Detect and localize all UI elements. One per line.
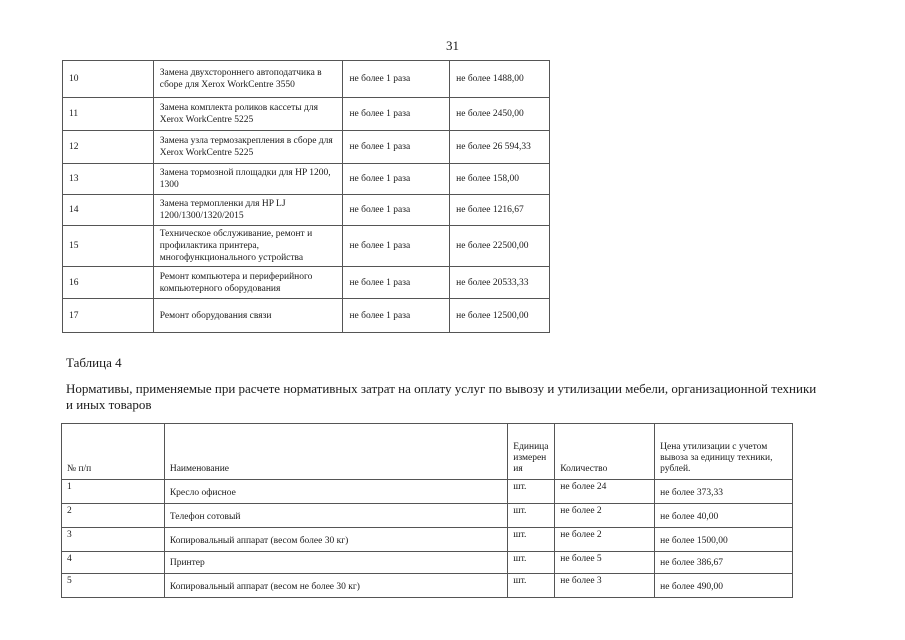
table-row <box>62 574 793 598</box>
service-name: Ремонт компьютера и периферийного компьютерного оборудования <box>153 267 343 299</box>
item-unit: шт. <box>508 480 555 504</box>
item-quantity: не более 3 <box>555 574 655 598</box>
header-number: № п/п <box>62 424 165 480</box>
service-price: не более 1216,67 <box>450 195 550 226</box>
table-row <box>63 195 550 226</box>
item-unit: шт. <box>508 574 555 598</box>
table-row <box>63 164 550 195</box>
row-number: 15 <box>63 226 154 267</box>
row-number: 4 <box>62 552 165 574</box>
service-name: Замена двухстороннего автоподатчика в сборе для Xerox WorkCentre 3550 <box>153 61 343 98</box>
table-caption: Таблица 4 <box>66 355 122 370</box>
service-name: Ремонт оборудования связи <box>153 299 343 333</box>
service-name: Замена узла термозакрепления в сборе для Xerox WorkCentre 5225 <box>153 131 343 164</box>
row-number: 1 <box>62 480 165 504</box>
table-row <box>63 98 550 131</box>
table-header-row <box>62 424 793 480</box>
service-quantity: не более 1 раза <box>343 195 450 226</box>
service-name: Техническое обслуживание, ремонт и профилактика принтера, многофункционального устройства <box>153 226 343 267</box>
service-quantity: не более 1 раза <box>343 299 450 333</box>
table-row <box>62 480 793 504</box>
service-quantity: не более 1 раза <box>343 61 450 98</box>
row-number: 2 <box>62 504 165 528</box>
table-heading: Нормативы, применяемые при расчете нормативных затрат на оплату услуг по вывозу и утилизации мебели, организационной техники и иных товаров <box>66 381 817 412</box>
table-row <box>62 528 793 552</box>
row-number: 12 <box>63 131 154 164</box>
row-number: 10 <box>63 61 154 98</box>
item-name: Кресло офисное <box>164 480 507 504</box>
disposal-table <box>61 423 793 598</box>
item-price: не более 490,00 <box>655 574 793 598</box>
item-quantity: не более 5 <box>555 552 655 574</box>
table-row <box>62 552 793 574</box>
service-name: Замена тормозной площадки для HP 1200, 1300 <box>153 164 343 195</box>
service-price: не более 12500,00 <box>450 299 550 333</box>
header-unit: Единица измерения <box>508 424 555 480</box>
item-unit: шт. <box>508 504 555 528</box>
row-number: 5 <box>62 574 165 598</box>
service-price: не более 1488,00 <box>450 61 550 98</box>
item-price: не более 40,00 <box>655 504 793 528</box>
item-price: не более 1500,00 <box>655 528 793 552</box>
service-price: не более 2450,00 <box>450 98 550 131</box>
row-number: 17 <box>63 299 154 333</box>
header-name: Наименование <box>164 424 507 480</box>
service-name: Замена термопленки для HP LJ 1200/1300/1320/2015 <box>153 195 343 226</box>
service-name: Замена комплекта роликов кассеты для Xerox WorkCentre 5225 <box>153 98 343 131</box>
row-number: 16 <box>63 267 154 299</box>
table-row <box>63 226 550 267</box>
table-row <box>63 131 550 164</box>
table-row <box>62 504 793 528</box>
row-number: 14 <box>63 195 154 226</box>
item-quantity: не более 2 <box>555 528 655 552</box>
row-number: 11 <box>63 98 154 131</box>
item-quantity: не более 2 <box>555 504 655 528</box>
row-number: 3 <box>62 528 165 552</box>
service-price: не более 22500,00 <box>450 226 550 267</box>
table-row <box>63 299 550 333</box>
table-row <box>63 61 550 98</box>
item-price: не более 373,33 <box>655 480 793 504</box>
item-name: Телефон сотовый <box>164 504 507 528</box>
header-quantity: Количество <box>555 424 655 480</box>
services-table <box>62 60 550 333</box>
item-name: Принтер <box>164 552 507 574</box>
item-name: Копировальный аппарат (весом не более 30 кг) <box>164 574 507 598</box>
header-price: Цена утилизации с учетом вывоза за единицу техники, рублей. <box>655 424 793 480</box>
item-name: Копировальный аппарат (весом более 30 кг) <box>164 528 507 552</box>
item-quantity: не более 24 <box>555 480 655 504</box>
service-price: не более 158,00 <box>450 164 550 195</box>
item-unit: шт. <box>508 552 555 574</box>
service-quantity: не более 1 раза <box>343 267 450 299</box>
item-unit: шт. <box>508 528 555 552</box>
service-price: не более 26 594,33 <box>450 131 550 164</box>
page-number: 31 <box>446 38 459 53</box>
service-quantity: не более 1 раза <box>343 98 450 131</box>
service-quantity: не более 1 раза <box>343 226 450 267</box>
item-price: не более 386,67 <box>655 552 793 574</box>
row-number: 13 <box>63 164 154 195</box>
table-row <box>63 267 550 299</box>
service-quantity: не более 1 раза <box>343 164 450 195</box>
service-price: не более 20533,33 <box>450 267 550 299</box>
service-quantity: не более 1 раза <box>343 131 450 164</box>
